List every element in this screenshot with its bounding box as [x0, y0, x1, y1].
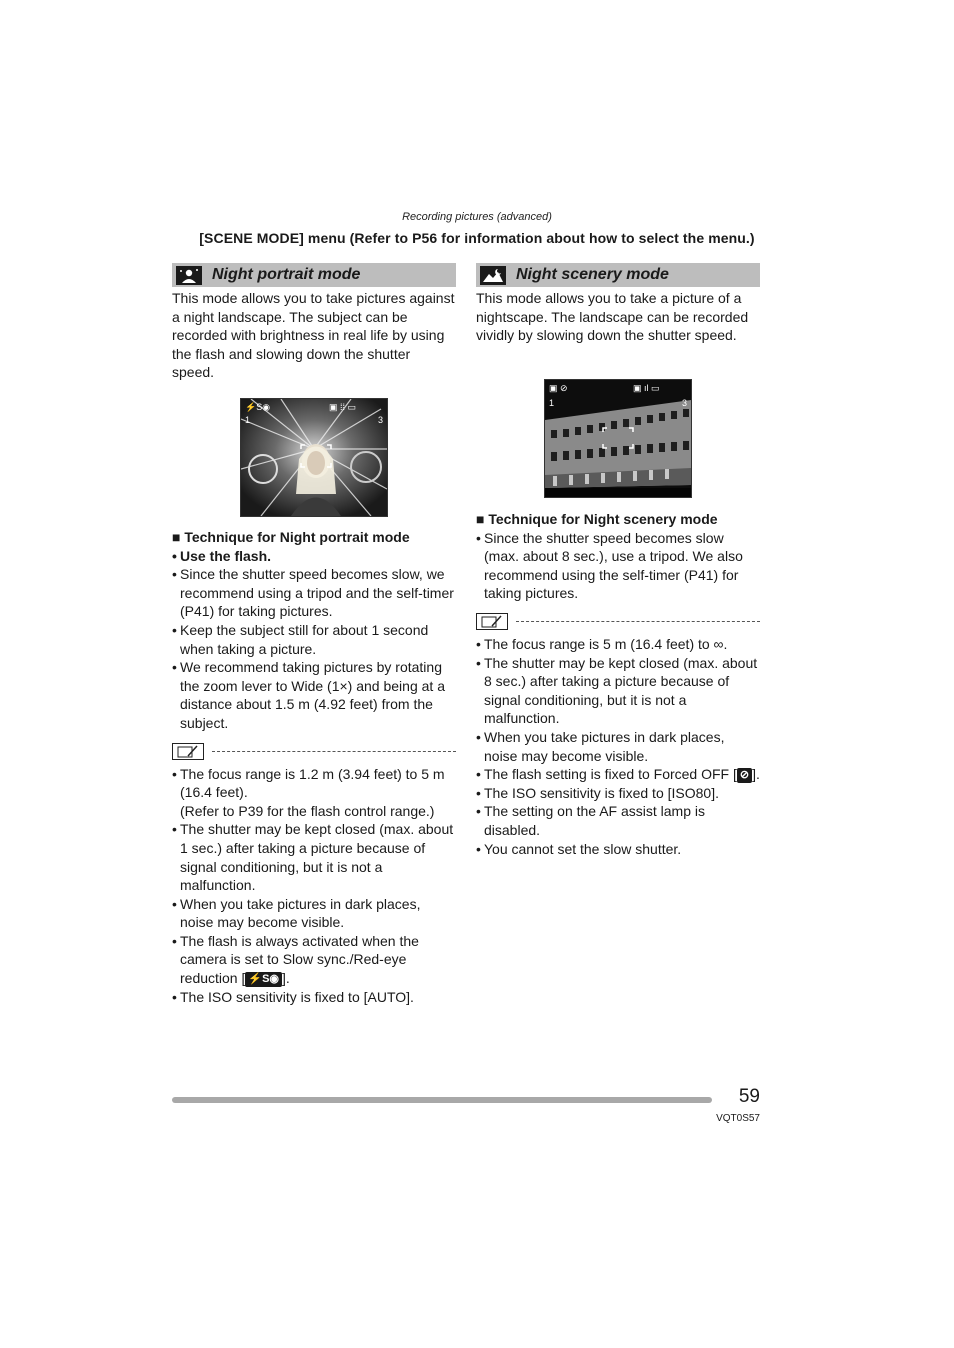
list-item: • When you take pictures in dark places, noise may become visible.	[172, 895, 456, 932]
right-technique	[476, 510, 760, 858]
memo-icon	[172, 743, 204, 760]
list-item: • The ISO sensitivity is fixed to [ISO80].	[476, 784, 760, 803]
left-column	[172, 263, 456, 382]
note-text: The focus range is 1.2 m (3.94 feet) to 5 m (16.4 feet).	[180, 765, 445, 801]
shots-remaining-osd: 3	[377, 415, 383, 425]
section-header-night-scenery	[476, 263, 760, 287]
note-divider	[172, 743, 456, 761]
technique-title: ■ Technique for Night scenery mode	[476, 511, 718, 527]
section-title: Night scenery mode	[516, 266, 669, 283]
footer-bar	[172, 1097, 712, 1103]
menu-title: [SCENE MODE] menu (Refer to P56 for information about how to select the menu.)	[199, 230, 755, 246]
note-divider	[476, 613, 760, 631]
stabilizer-osd: 1	[549, 398, 555, 408]
note-text: The flash is always activated when the camera is set to Slow sync./Red-eye reduction [	[180, 932, 419, 987]
list-item: • The setting on the AF assist lamp is disabled.	[476, 802, 760, 839]
note-text: The flash setting is fixed to Forced OFF [	[484, 766, 737, 783]
dashed-rule	[212, 751, 456, 752]
shots-remaining-osd: 3	[681, 398, 687, 408]
running-head: Recording pictures (advanced)	[402, 211, 552, 223]
intro-text: This mode allows you to take pictures against a night landscape. The subject can be recorded with brightness in real life by using the flash and slowing down the shutter speed.	[172, 290, 455, 381]
list-item: • We recommend taking pictures by rotating the zoom lever to Wide (1×) and being at a distance about 1.5 m (4.92 feet) from the subject.	[172, 658, 456, 732]
night-scenery-screen	[544, 379, 692, 498]
list-item: • Since the shutter speed becomes slow (max. about 8 sec.), use a tripod. We also recommend using the self-timer (P41) for taking pictures.	[476, 529, 760, 603]
list-item	[476, 765, 760, 784]
section-header-night-portrait	[172, 263, 456, 287]
document-code: VQT0S57	[716, 1113, 760, 1124]
night-scenery-icon	[480, 266, 506, 285]
night-portrait-icon	[176, 266, 202, 285]
section-title: Night portrait mode	[212, 266, 361, 283]
memo-icon	[476, 613, 508, 630]
note-text: ].	[752, 766, 760, 783]
list-item	[172, 932, 456, 988]
battery-osd: ▣ ıl ▭	[633, 383, 660, 393]
note-text: ].	[282, 970, 290, 987]
scene-mode-osd: ▣ ⊘	[549, 383, 568, 393]
list-item: • Keep the subject still for about 1 second when taking a picture.	[172, 621, 456, 658]
note-text: (Refer to P39 for the flash control range.)	[180, 802, 435, 819]
night-portrait-screen	[240, 398, 388, 517]
list-item: • The shutter may be kept closed (max. about 8 sec.) after taking a picture because of signal conditioning, but it is not a malfunction.	[476, 654, 760, 728]
dashed-rule	[516, 621, 760, 622]
flash-mode-osd: ⚡S◉	[245, 402, 271, 412]
list-item: • When you take pictures in dark places, noise may become visible.	[476, 728, 760, 765]
stabilizer-osd: 1	[245, 415, 251, 425]
list-item: • Use the flash.	[172, 547, 456, 566]
page-number: 59	[738, 1086, 760, 1107]
technique-title: ■ Technique for Night portrait mode	[172, 529, 410, 545]
list-item: • The shutter may be kept closed (max. about 1 sec.) after taking a picture because of signal conditioning, but it is not a malfunction.	[172, 820, 456, 894]
list-item: • The ISO sensitivity is fixed to [AUTO].	[172, 988, 456, 1007]
list-item: • Since the shutter speed becomes slow, we recommend using a tripod and the self-timer (P41) for taking pictures.	[172, 565, 456, 621]
left-technique	[172, 528, 456, 1006]
list-item: • You cannot set the slow shutter.	[476, 840, 760, 859]
battery-osd: ▣ ⁞⁞ ▭	[329, 402, 357, 412]
list-item: • The focus range is 5 m (16.4 feet) to ∞.	[476, 635, 760, 654]
right-column	[476, 263, 760, 345]
slow-sync-red-eye-icon: ⚡S◉	[245, 972, 282, 987]
flash-off-icon: ⊘	[737, 768, 752, 783]
list-item	[172, 765, 456, 821]
intro-text: This mode allows you to take a picture of a nightscape. The landscape can be recorded vividly by slowing down the shutter speed.	[476, 290, 749, 344]
